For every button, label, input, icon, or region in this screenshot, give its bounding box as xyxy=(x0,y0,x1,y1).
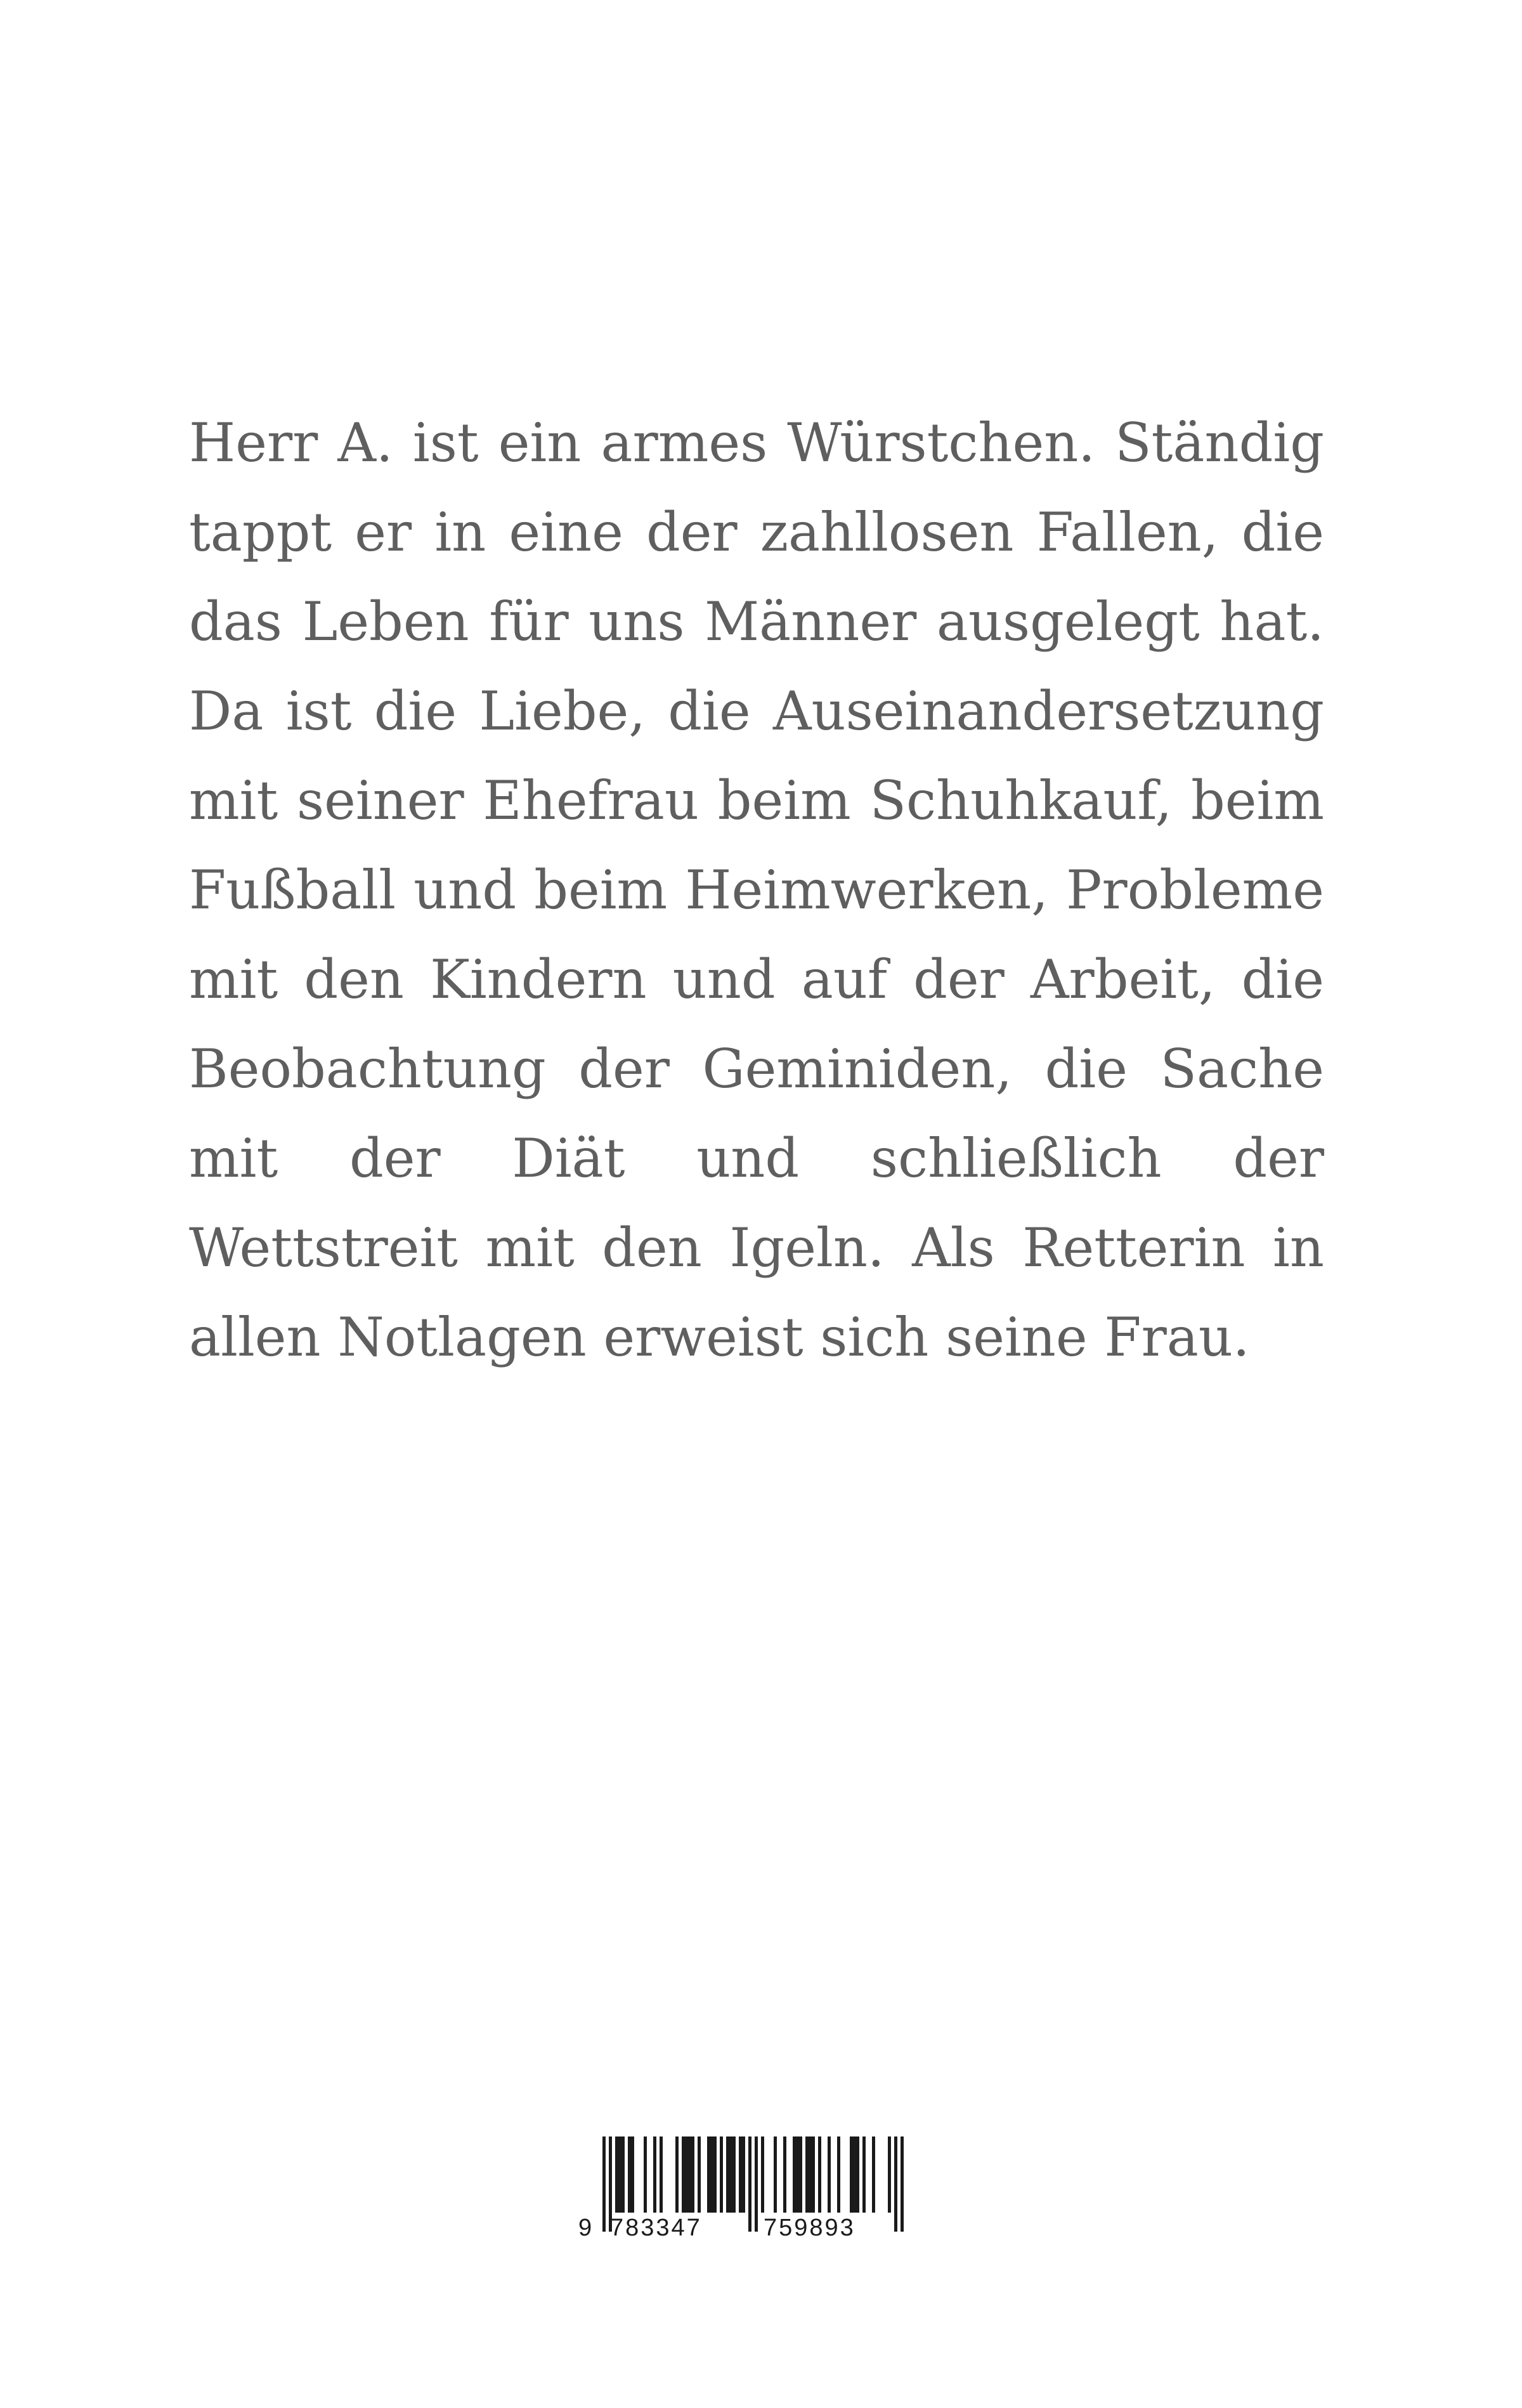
isbn-barcode xyxy=(578,2136,921,2244)
barcode-bar xyxy=(653,2136,656,2213)
barcode-bar xyxy=(729,2136,732,2213)
barcode-bar xyxy=(783,2136,786,2213)
barcode-bar xyxy=(726,2136,729,2213)
barcode-bar xyxy=(872,2136,875,2213)
barcode-bar xyxy=(691,2136,694,2213)
barcode-bar xyxy=(901,2136,904,2232)
barcode-bar xyxy=(628,2136,631,2213)
barcode-bar xyxy=(761,2136,764,2213)
barcode-bar xyxy=(644,2136,647,2213)
barcode-bar xyxy=(818,2136,821,2213)
blurb-text: Herr A. ist ein armes Würstchen. Ständig tappt er in eine der zahllosen Fallen, die das Leben für uns Männer ausgelegt hat. Da ist die Liebe, die Auseinandersetzung mit seiner Ehefrau beim Schuhkauf, beim Fußball und beim Heimwerken, Probleme mit den Kindern und auf der Arbeit, die Beobachtung der Geminiden, die Sache mit der Diät und schließlich der Wettstreit mit den Igeln. Als Retterin in allen Notlagen erweist sich seine Frau. xyxy=(189,412,1324,1368)
barcode-bar xyxy=(631,2136,634,2213)
barcode-bar xyxy=(615,2136,618,2213)
barcode-bar xyxy=(862,2136,866,2213)
barcode-bar xyxy=(799,2136,802,2213)
barcode-bar xyxy=(856,2136,859,2213)
barcode-bar xyxy=(837,2136,840,2213)
barcode-bar xyxy=(710,2136,713,2213)
barcode-bar xyxy=(732,2136,736,2213)
barcode-bar xyxy=(707,2136,710,2213)
barcode-bar xyxy=(682,2136,685,2213)
barcode-bar xyxy=(755,2136,758,2232)
barcode-left-digits: 783347 xyxy=(610,2215,702,2241)
barcode-bar xyxy=(660,2136,663,2213)
barcode-bar xyxy=(698,2136,701,2213)
barcode-bar xyxy=(774,2136,777,2213)
barcode-bar xyxy=(888,2136,891,2213)
barcode-bar xyxy=(742,2136,745,2213)
barcode-right-digits: 759893 xyxy=(764,2215,855,2241)
barcode-bar xyxy=(793,2136,796,2213)
barcode-bar xyxy=(618,2136,621,2213)
barcode-bar xyxy=(812,2136,815,2213)
barcode-bar xyxy=(894,2136,897,2232)
barcode-bar xyxy=(621,2136,625,2213)
barcode-bar xyxy=(713,2136,717,2213)
barcode-bar xyxy=(850,2136,853,2213)
barcode-bar xyxy=(602,2136,606,2232)
barcode-bar xyxy=(853,2136,856,2213)
barcode-bar xyxy=(720,2136,723,2213)
barcode-bar xyxy=(685,2136,688,2213)
barcode-bar xyxy=(809,2136,812,2213)
barcode-bar xyxy=(675,2136,679,2213)
barcode-bar xyxy=(805,2136,809,2213)
barcode-first-digit: 9 xyxy=(578,2215,594,2241)
barcode-bar xyxy=(748,2136,751,2232)
barcode-bar xyxy=(828,2136,831,2213)
barcode-bar xyxy=(796,2136,799,2213)
barcode-bar xyxy=(739,2136,742,2213)
barcode-bar xyxy=(688,2136,691,2213)
